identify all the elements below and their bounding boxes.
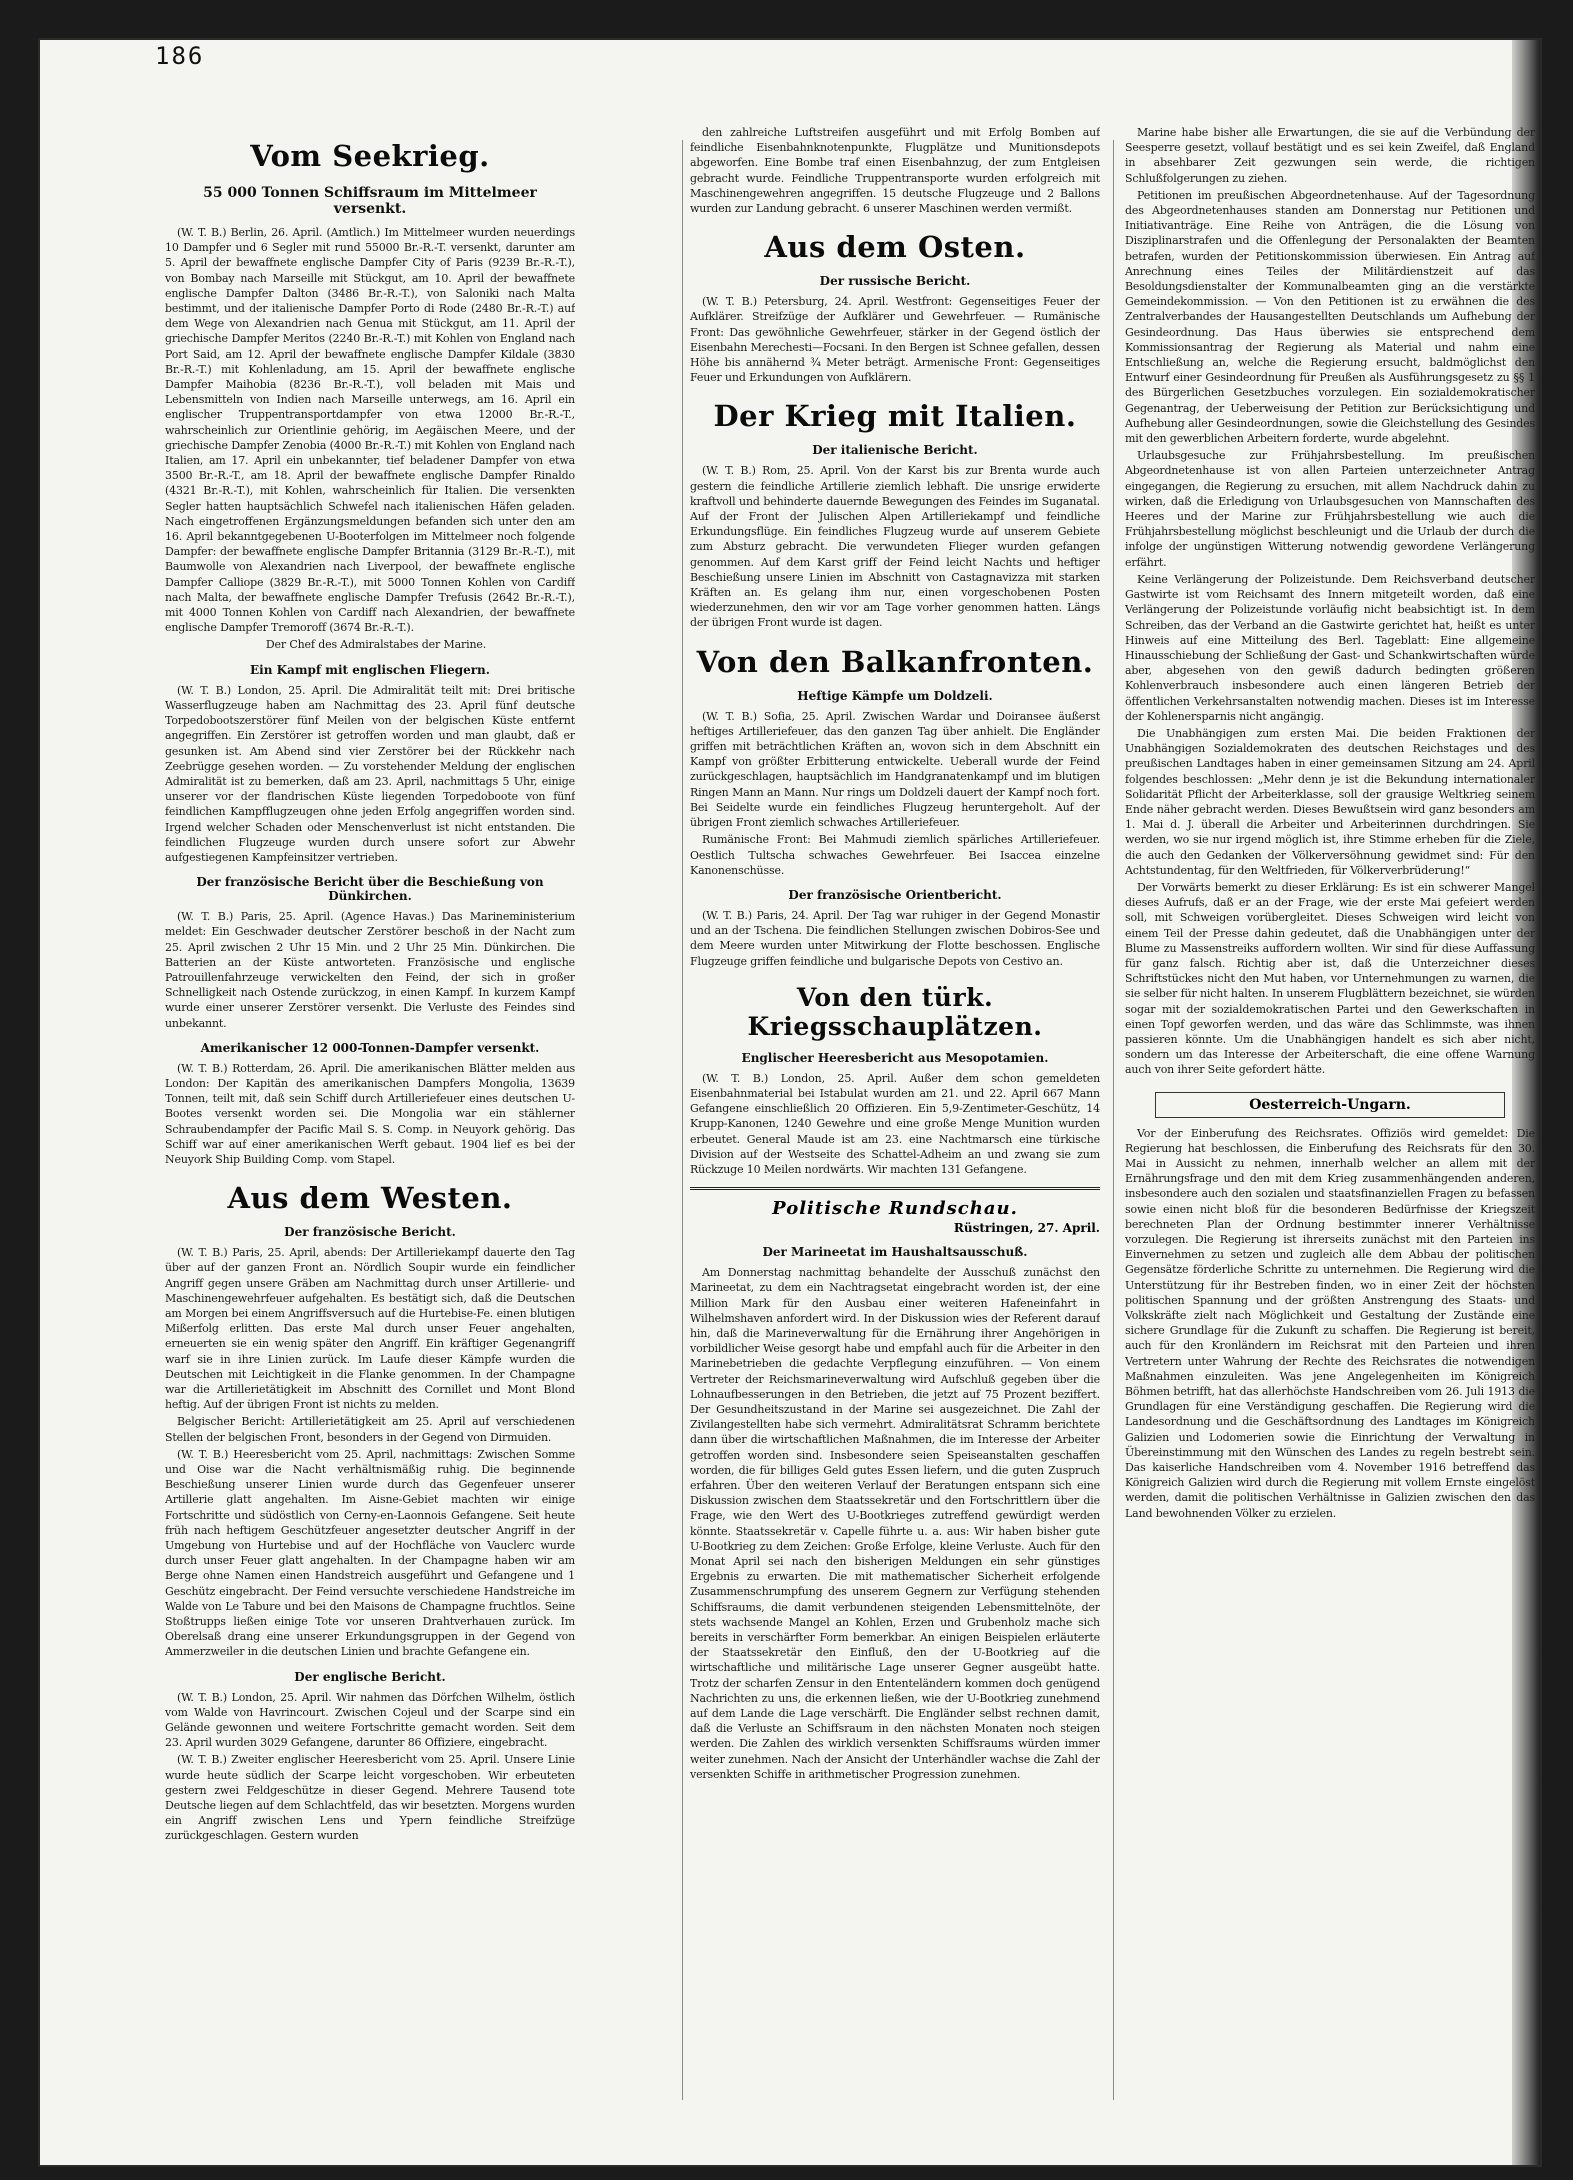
subheading-amerikanischer-dampfer: Amerikanischer 12 000-Tonnen-Dampfer versenkt. — [200, 1040, 540, 1055]
article-london-3: (W. T. B.) London, 25. April. Außer dem schon gemeldeten Eisenbahnmaterial bei Istabulat wurden am 21. und 22. April 667 Mann Gefangene einschließlich 20 Offizieren. Ein 5,9-Zentimeter-Geschütz, 14 Krupp-Kanonen, 1240 Gewehre und eine große Menge Munition wurden erbeutet. General Maude ist am 23. eine Nachtmarsch eine türkische Division auf der Westseite des Schattel-Adheim an und zwang sie zum Rückzuge 10 Meilen nordwärts. Wir machten 131 Gefangene. — [690, 1071, 1100, 1176]
article-london-2: (W. T. B.) London, 25. April. Wir nahmen das Dörfchen Wilhelm, östlich vom Walde von Havrincourt. Zwischen Cojeul und der Scarpe sind ein Gelände gewonnen und weitere Fortschritte gemacht worden. Seit dem 23. April wurden 3029 Gefangene, darunter 86 Offiziere, eingebracht. — [165, 1690, 575, 1750]
section-rule — [690, 1187, 1100, 1190]
subheading-englischer-bericht: Der englische Bericht. — [294, 1669, 446, 1684]
page-number: 186 — [155, 42, 205, 70]
subheading-italienischer-bericht: Der italienische Bericht. — [812, 443, 978, 458]
article-paris: (W. T. B.) Paris, 25. April. (Agence Havas.) Das Marineministerium meldet: Ein Geschwader deutscher Zerstörer beschoß in der Nacht zum 25. April zwischen 2 Uhr 15 Min. und 2 Uhr 25 Min. Dünkirchen. Die Batterien an der Küste antworteten. Französische und englische Patrouillenfahrzeuge verwickelten den Feind, der sich in großer Schnelligkeit nach Ostende zurückzog, in einen Kampf. In kurzem Kampf wurde einer unserer Zerstörer versenkt. Die Verluste des Feindes sind unbekannt. — [165, 910, 575, 1030]
article-vorwaerts: Der Vorwärts bemerkt zu dieser Erklärung: Es ist ein schwerer Mangel dieses Aufrufs, daß er an der Frage, wie der erste Mai gefeiert werden soll, mit Schweigen vorübergleitet. Dieses Schweigen wird leicht von einem Teil der Presse dahin gedeutet, daß die Unabhängigen unter der Blume zu Massenstreiks auffordern wollten. Wir sind für diese Auffassung für ganz falsch. Richtig aber ist, daß die Unterzeichner dieses Schriftstückes nicht den Mut haben, vor Unternehmungen zu warnen, die sie selber für nicht halten. In unserem Flugblättern bezeichnet, sie würden sogar mit der sozialdemokratischen Partei und den Gewerkschaften in einen Topf geworfen werden, und das wäre das Schlimmste, was ihnen passieren könnte. Um die Unabhängigen handelt es sich aber nicht, sondern um das Interesse der Arbeiterschaft, die eine offene Warnung auch von ihrer Seite gefordert hätte. — [1125, 880, 1535, 1077]
subheading-franzoesischer-bericht: Der französische Bericht. — [284, 1225, 456, 1240]
heading-westen: Aus dem Westen. — [227, 1181, 513, 1216]
article-unabhaengige: Die Unabhängigen zum ersten Mai. Die beiden Fraktionen der Unabhängigen Sozialdemokraten des deutschen Reichstages und des preußischen Landtages haben in einer gemeinsamen Sitzung am 24. April folgendes beschlossen: „Mehr denn je ist die Bekundung internationaler Solidarität Pflicht der Arbeiterklasse, soll der grausige Weltkrieg seinem Ende näher gebracht werden. Dieses Bewußtsein wird ganz besonders am 1. Mai d. J. überall die Arbeiter und Arbeiterinnen durchdringen. Sie werden, wo sie nur irgend möglich ist, ihre Stimme erheben für die Ziele, die auch den Gedanken der Völkerversöhnung gewidmet sind: Für den Achtstundentag, für den Weltfrieden, für Völkerverbrüderung!“ — [1125, 726, 1535, 877]
article-berlin: (W. T. B.) Berlin, 26. April. (Amtlich.) Im Mittelmeer wurden neuerdings 10 Dampfer und 6 Segler mit rund 55000 Br.-R.-T. versenkt, darunter am 5. April der bewaffnete englische Dampfer City of Paris (9239 Br.-R.-T.), von Bombay nach Marseille mit Stückgut, am 10. April der bewaffnete englische Dampfer Dalton (3486 Br.-R.-T.), von Saloniki nach Malta bestimmt, und der italienische Dampfer Porto di Rode (2480 Br.-R.-T.) auf dem Wege von Alexandrien nach Genua mit Stückgut, am 11. April der griechische Dampfer Meritos (2240 Br.-R.-T.) mit Kohlen von England nach Port Said, am 12. April der bewaffnete englische Dampfer Kildale (3830 Br.-R.-T.) mit Kohlenladung, am 15. April der bewaffnete englische Dampfer Maihobia (8236 Br.-R.-T.), voll beladen mit Mais und Lebensmitteln von Indien nach Marseille unterwegs, am 16. April ein englischer Truppentransportdampfer von etwa 12000 Br.-R.-T., wahrscheinlich zur Orientlinie gehörig, im Aegäischen Meere, und der griechische Dampfer Zenobia (4000 Br.-R.-T.) mit Kohlen von England nach Italien, am 17. April ein unbekannter, tief beladener Dampfer von etwa 3500 Br.-R.-T., am 18. April der bewaffnete englische Dampfer Rinaldo (4321 Br.-R.-T.), mit Kohlen, wahrscheinlich für Italien. Die versenkten Segler hatten hauptsächlich Schwefel nach italienischen Häfen geladen. Nach eingetroffenen Ergänzungsmeldungen befanden sich unter den am 16. April bekanntgegebenen U-Booterfolgen im Mittelmeer noch folgende Dampfer: der bewaffnete englische Dampfer Britannia (3129 Br.-R.-T.), mit Baumwolle von Alexandrien nach Liverpool, der bewaffnete englische Dampfer Calliope (3829 Br.-R.-T.), mit 5000 Tonnen Kohlen von Cardiff nach Malta, der bewaffnete englische Dampfer Trefusis (2642 Br.-R.-T.), mit 4000 Tonnen Kohlen von Cardiff nach Alexandrien, der bewaffnete englische Dampfer Tremoroff (3674 Br.-R.-T.). — [165, 226, 575, 635]
article-paris-2: (W. T. B.) Paris, 24. April. Der Tag war ruhiger in der Gegend Monastir und an der Tschena. Die feindlichen Stellungen zwischen Dobiros-See und dem Meere wurden unter Mitwirkung der Flotte beschossen. Englische Flugzeuge griffen feindliche und bulgarische Depots von Cestivo an. — [690, 908, 1100, 968]
column-1 — [165, 125, 575, 2115]
column-divider-1 — [682, 140, 683, 2100]
subheading-duenkirchen: Der französische Bericht über die Beschießung von Dünkirchen. — [196, 875, 544, 904]
article-chef-admiralstab: Der Chef des Admiralstabes der Marine. — [265, 638, 487, 652]
article-marineetat: Am Donnerstag nachmittag behandelte der Ausschuß zunächst den Marineetat, zu dem ein Nachtragsetat eingebracht worden ist, der eine Million Mark für den Ausbau einer weiteren Hafeneinfahrt in Wilhelmshaven anfordert wird. In der Diskussion wies der Referent darauf hin, daß die Marineverwaltung für die Ernährung ihrer Angehörigen in vorbildlicher Weise gesorgt habe und empfahl auch für die Arbeiter in den Marinebetrieben die gedachte Verpflegung einzuführen. — Von einem Vertreter der Reichsmarineverwaltung wird Aufschluß gegeben über die Lohnaufbesserungen in den Betrieben, die jetzt auf 75 Prozent beziffert. Der Gesundheitszustand in der Marine sei ausgezeichnet. Die Zahl der Zivilangestellten habe sich vermehrt. Admiralitätsrat Schramm berichtete dann über die wirtschaftlichen Maßnahmen, die im Interesse der Arbeiter getroffen worden sind. Insbesondere seien Speiseanstalten geschaffen worden, die für billiges Geld gutes Essen liefern, und die guten Zuspruch erfahren. Über den weiteren Verlauf der Beratungen entspann sich eine Diskussion zwischen dem Staatssekretär und den Fortschrittlern über die Frage, wie den Wert des U-Bootkrieges zutreffend gewürdigt werden könnte. Staatssekretär v. Capelle führte u. a. aus: Wir haben bisher gute U-Bootkrieg zu dem Zeichen: Große Erfolge, kleine Verluste. Auch für den Monat April sei nach den bisherigen Meldungen ein sehr günstiges Ergebnis zu erwarten. Die mit mathematischer Sicherheit erfolgende Zusammenschrumpfung des unserem Gegnern zur Verfügung stehenden Schiffsraums, die damit verbundenen steigenden Lebensmittelnöte, der stets wachsende Mangel an Kohlen, Erzen und Grubenholz mache sich bereits in verschärfter Form bemerkbar. An einigen Beispielen erläuterte der Staatssekretär den Einfluß, den der U-Bootkrieg auf die wirtschaftliche und militärische Lage unserer Gegner ausgeübt hatte. Trotz der scharfen Zensur in den Ententeländern kommen doch genügend Nachrichten zu uns, die erkennen ließen, wie der U-Bootkrieg zunehmend auf dem Lande die Lage verschärft. Die Engländer selbst rechnen damit, daß die Verluste an Schiffsraum in den nächsten Monaten noch steigen werden. Die Zahlen des wirklich versenkten Schiffsraums würden immer weiter zunehmen. Nach der Ansicht der Unterhändler wachse die Zahl der versenkten Schiffe in arithmetischer Progression zunehmen. — [690, 1266, 1100, 1781]
article-reichsrat: Vor der Einberufung des Reichsrates. Offiziös wird gemeldet: Die Regierung hat beschlossen, die Einberufung des Reichsrats für den 30. Mai in Aussicht zu nehmen, innerhalb welcher an allem mit der Ernährungsfrage und den mit dem Krieg zusammenhängenden anderen, insbesondere auch den sozialen und staatsfinanziellen Fragen zu befassen sowie einen nicht bloß für die besonderen Bedürfnisse der Kriegszeit berechneten Plan der Ordnung bestimmter innerer Verhältnisse vorzulegen. Die Regierung ist ihrerseits zunächst mit den Parteien ins Einvernehmen zu setzen und zugleich alle dem Abbau der politischen Gegensätze förderliche Schritte zu unternehmen. Die Regierung wird die Unterstützung für ihr Bestreben finden, wo in einer Zeit der höchsten politischen Spannung und der größten Anstrengung des Staats- und Volkskräfte zielt nach Möglichkeit und Gestaltung der Zustände eine sichere Grundlage für die Zukunft zu schaffen. Die Regierung ist bereit, auch für den Kronländern im Reichsrat mit den Parteien und ihren Vertretern unter Wahrung der Rechte des Reichsrates die notwendigen Maßnahmen einzuleiten. Was jene Angelegenheiten im Königreich Böhmen betrifft, hat das allerhöchste Handschreiben vom 26. Juli 1913 die Grundlagen für eine Verständigung geschaffen. Die Regierung wird die Landesordnung und die Geschäftsordnung des Landtages im Königreich Galizien und Lodomerien sowie die Einrichtung der Verwaltung in Übereinstimmung mit den Wünschen des Landes zu regeln bestrebt sein. Das kaiserliche Handschreiben vom 4. November 1916 betreffend das Königreich Galizien wird durch die Regierung mit vollem Ernste eingelöst werden, damit die politischen Verhältnisse in Galizien zwischen den das Land bewohnenden Völker zu erzielen. — [1125, 1126, 1535, 1520]
article-rotterdam: (W. T. B.) Rotterdam, 26. April. Die amerikanischen Blätter melden aus London: Der Kapitän des amerikanischen Dampfers Mongolia, 13639 Tonnen, teilt mit, daß sein Schiff durch Artilleriefeuer eines deutschen U-Bootes versenkt worden sei. Die Mongolia war ein stählerner Schraubendampfer der Pacific Mail S. S. Comp. in Neuyork gehörig. Das Schiff war auf einer amerikanischen Werft gebaut. 1904 lief es bei der Neuyork Ship Building Comp. vom Stapel. — [165, 1061, 575, 1166]
column-divider-2 — [1113, 140, 1114, 2100]
article-continued-top-3: Marine habe bisher alle Erwartungen, die sie auf die Verbündung der Seesperre gesetzt, vollauf bestätigt und es sei kein Zweifel, daß England in absehbarer Zeit gezwungen sein werde, die richtigen Schlußfolgerungen zu ziehen. — [1125, 126, 1535, 185]
subheading-kampf-fliegern: Ein Kampf mit englischen Fliegern. — [250, 662, 490, 677]
subheading-russischer-bericht: Der russische Bericht. — [819, 274, 971, 289]
article-sofia: (W. T. B.) Sofia, 25. April. Zwischen Wardar und Doiransee äußerst heftiges Artilleriefeuer, das den ganzen Tag über anhielt. Die Engländer griffen mit beträchtlichen Kräften an, wovon sich in dem Abschnitt ein Kampf von größter Erbitterung entwickelte. Ueberall wurde der Feind zurückgeschlagen, hauptsächlich im Handgranatenkampf und im blutigen Ringen Mann an Mann. Nur rings um Doldzeli dauert der Kampf noch fort. Bei Seidelte wurde ein feindliches Flugzeug heruntergeholt. Auf der übrigen Front ziemlich schwaches Artilleriefeuer. — [690, 709, 1100, 830]
heading-oesterreich-ungarn: Oesterreich-Ungarn. — [1155, 1092, 1505, 1118]
heading-seekrieg: Vom Seekrieg. — [250, 139, 490, 173]
dateline-ruestringen: Rüstringen, 27. April. — [953, 1221, 1100, 1236]
article-london: (W. T. B.) London, 25. April. Die Admiralität teilt mit: Drei britische Wasserflugzeuge haben am Nachmittag des 23. April fünf deutsche Torpedobootszerstörer fünf Meilen von der belgischen Küste entfernt angegriffen. Ein Zerstörer ist getroffen worden und man glaubt, daß er gesunken ist. Am Abend sind vier Zerstörer bei der Rückkehr nach Zeebrügge gesehen worden. — Zu vorstehender Meldung der englischen Admiralität ist zu bemerken, daß am 23. April, nachmittags 5 Uhr, einige unserer vor der flandrischen Küste liegenden Torpedoboote von fünf feindlichen Kampfflugzeugen ohne jeden Erfolg angegriffen worden sind. Irgend welcher Schaden oder Menschenverlust ist nicht entstanden. Die feindlichen Flugzeuge wurden durch unsere sofort zur Abwehr aufgestiegenen Kampfeinsitzer vertrieben. — [165, 683, 575, 864]
article-paris-abends: (W. T. B.) Paris, 25. April, abends: Der Artilleriekampf dauerte den Tag über auf der ganzen Front an. Nördlich Soupir wurde ein feindlicher Angriff gegen unsere Gräben am Nachmittag durch unser Artillerie- und Maschinengewehrfeuer aufgehalten. Es bestätigt sich, daß die Deutschen am Morgen bei einem Angriffsversuch auf die Hurtebise-Fe. einen blutigen Mißerfolg erlitten. Das erste Mal durch unser Feuer angehalten, erneuerten sie ein wenig später den Angriff. Ein kräftiger Gegenangriff warf sie in ihre Linien zurück. Im Laufe dieser Kämpfe wurden die Deutschen mit Leichtigkeit in die Flanke genommen. In der Champagne war die Artillerietätigkeit im Abschnitt des Cornillet und Mont Blond heftig. Auf der übrigen Front ist nichts zu melden. — [165, 1246, 575, 1412]
heading-osten: Aus dem Osten. — [764, 230, 1026, 265]
article-heeresbericht: (W. T. B.) Heeresbericht vom 25. April, nachmittags: Zwischen Somme und Oise war die Nacht verhältnismäßig ruhig. Die beginnende Beschießung unserer Linien wurde durch das Gegenfeuer unserer Artillerie glatt angehalten. Im Aisne-Gebiet machten wir einige Fortschritte und südöstlich von Cerny-en-Laonnois Gefangene. Seit heute früh nach heftigem Geschützfeuer angesetzter deutscher Angriff in der Umgebung von Hurtebise und auf der Hochfläche von Vauclerc wurde durch unser Feuer glatt angehalten. In der Champagne haben wir am Berge ohne Namen einen Handstreich ausgeführt und Gefangene und 1 Geschütz eingebracht. Der Feind versuchte verschiedene Handstreiche im Walde von Le Tabure und bei den Maisons de Champagne fruchtlos. Seine Stoßtrupps ließen einige Tote vor unseren Drahtverhauen zurück. Im Oberelsaß drang eine unserer Erkundungsgruppen in der Gegend von Ammerzweiler in die deutschen Linien und brachte Gefangene ein. — [165, 1447, 575, 1659]
article-zweiter-heeresbericht: (W. T. B.) Zweiter englischer Heeresbericht vom 25. April. Unsere Linie wurde heute südlich der Scarpe leicht vorgeschoben. Wir erbeuteten gestern zwei Feldgeschütze in dieser Gegend. Mehrere Tausend tote Deutsche liegen auf dem Schlachtfeld, das wir besetzten. Morgens wurden ein Angriff zwischen Lens und Ypern feindliche Streifzüge zurückgeschlagen. Gestern wurden — [165, 1753, 575, 1843]
heading-italien: Der Krieg mit Italien. — [713, 399, 1077, 434]
article-urlaubsgesuche: Urlaubsgesuche zur Frühjahrsbestellung. Im preußischen Abgeordnetenhause ist von allen Parteien unterzeichneter Antrag eingegangen, die Regierung zu ersuchen, mit allem Nachdruck dahin zu wirken, daß die Erledigung von Urlaubsgesuchen von Mannschaften des Heeres und der Marine zur Frühjahrsbestellung wie auch die Frühjahrsbestellung möglichst beschleunigt und die Urlaub der durch die infolge der ungünstigen Witterung notwendig gewordene Verlängerung erfährt. — [1125, 449, 1535, 569]
article-polizeistunde: Keine Verlängerung der Polizeistunde. Dem Reichsverband deutscher Gastwirte ist vom Reichsamt des Innern mitgeteilt worden, daß eine Verlängerung der Polizeistunde vorläufig nicht beabsichtigt ist. In dem Schreiben, das der Verband an die Gastwirte gerichtet hat, heißt es unter Hinweis auf eine Mitteilung des Berl. Tageblatt: Eine allgemeine Hinausschiebung der Schließung der Gast- und Schankwirtschaften würde aber, abgesehen von den gewiß dadurch bedingten größeren Kohlenverbrauch insbesondere auch einen längeren Betrieb der öffentlichen Verkehrsanstalten notwendig machen. Dieses ist im Interesse der Kohlenersparnis nicht angängig. — [1125, 572, 1535, 723]
article-continued-top: den zahlreiche Luftstreifen ausgeführt und mit Erfolg Bomben auf feindliche Eisenbahnknotenpunkte, Flugplätze und Munitionsdepots abgeworfen. Eine Bombe traf einen Eisenbahnzug, der zum Entgleisen gebracht wurde. Feindliche Truppentransporte wurden erfolgreich mit Maschinengewehren angegriffen. 15 deutsche Flugzeuge und 2 Ballons wurden zur Landung gebracht. 6 unserer Maschinen werden vermißt. — [690, 126, 1100, 216]
heading-balkanfronten: Von den Balkanfronten. — [696, 644, 1094, 679]
article-rom: (W. T. B.) Rom, 25. April. Von der Karst bis zur Brenta wurde auch gestern die feindliche Artillerie ziemlich lebhaft. Die unsrige erwiderte kraftvoll und behinderte dauernde Bewegungen des Feindes im Suganatal. Auf der Front der Julischen Alpen Artilleriekampf und feindliche Erkundungsflüge. Ein feindliches Flugzeug wurde auf unserem Gebiete zum Absturz gebracht. Die verwundeten Flieger wurden gefangen genommen. Auf dem Karst griff der Feind leicht Nachts und heftiger Beschießung unsere Linien im Abschnitt von Castagnavizza mit starken Kräften an. Es gelang ihm nur, einen vorgeschobenen Posten wiederzunehmen, den wir vor am Tage vorher genommen hatten. Längs der übrigen Front wurde ist dagen. — [690, 464, 1100, 630]
subheading-mesopotamien: Englischer Heeresbericht aus Mesopotamien. — [741, 1050, 1049, 1065]
article-belgischer-bericht: Belgischer Bericht: Artillerietätigkeit am 25. April auf verschiedenen Stellen der belgischen Front, besonders in der Gegend von Dirmuiden. — [165, 1415, 575, 1444]
column-2 — [690, 125, 1100, 2115]
subheading-orientbericht: Der französische Orientbericht. — [788, 887, 1002, 902]
heading-politische-rundschau: Politische Rundschau. — [772, 1198, 1018, 1220]
column-3 — [1125, 125, 1535, 2115]
article-petersburg: (W. T. B.) Petersburg, 24. April. Westfront: Gegenseitiges Feuer der Aufklärer. Streifzüge der Aufklärer und Gewehrfeuer. — Rumänische Front: Das gewöhnliche Gewehrfeuer, stärker in der Gegend östlich der Eisenbahn Merechesti—Focsani. In den Bergen ist Schnee gefallen, dessen Höhe bis annähernd ¾ Meter beträgt. Armenische Front: Gegenseitiges Feuer und Erkundungen von Aufklärern. — [690, 295, 1100, 385]
subheading-doldzeli: Heftige Kämpfe um Doldzeli. — [797, 688, 993, 703]
subheading-55000-tonnen: 55 000 Tonnen Schiffsraum im Mittelmeer versenkt. — [203, 185, 537, 217]
article-rumaenische-front: Rumänische Front: Bei Mahmudi ziemlich spärliches Artilleriefeuer. Oestlich Tultscha schwaches Gewehrfeuer. Bei Isaccea einzelne Kanonenschüsse. — [690, 833, 1100, 877]
article-petitionen: Petitionen im preußischen Abgeordnetenhause. Auf der Tagesordnung des Abgeordnetenhauses standen am Donnerstag nur Petitionen und Initiativanträge. Eine Reihe von Anträgen, die die Lösung von Disziplinarstrafen und die Offenlegung der Personalakten der Beamten betrafen, wurden der Petitionskommission überwiesen. Ein Antrag auf Anrechnung eines Teiles der Militärdienstzeit auf das Besoldungsdienstalter der Kommunalbeamten ging an die verstärkte Gemeindekommission. — Von den Petitionen ist zu erwähnen die des Zentralverbandes der Hausangestellten Deutschlands um Aufhebung der Gesindeordnung. Das Haus überwies sie entsprechend dem Kommissionsantrag der Regierung als Material und nahm eine Entschließung an, welche die Regierung ersucht, baldmöglichst den Entwurf einer Gesindeordnung für Preußen als Ausführungsgesetz zu §§ 1 des Bürgerlichen Gesetzbuches vorzulegen. Ein sozialdemokratischer Gegenantrag, der Ueberweisung der Petition zur Berücksichtigung und Aufhebung aller Gesindeordnungen, sowie die Gleichstellung des Gesindes mit den gewerblichen Arbeitern forderte, wurde abgelehnt. — [1125, 188, 1535, 446]
subheading-marineetat: Der Marineetat im Haushaltsausschuß. — [762, 1245, 1028, 1260]
heading-tuerk-kriegsschauplaetze: Von den türk. Kriegsschauplätzen. — [747, 982, 1043, 1041]
